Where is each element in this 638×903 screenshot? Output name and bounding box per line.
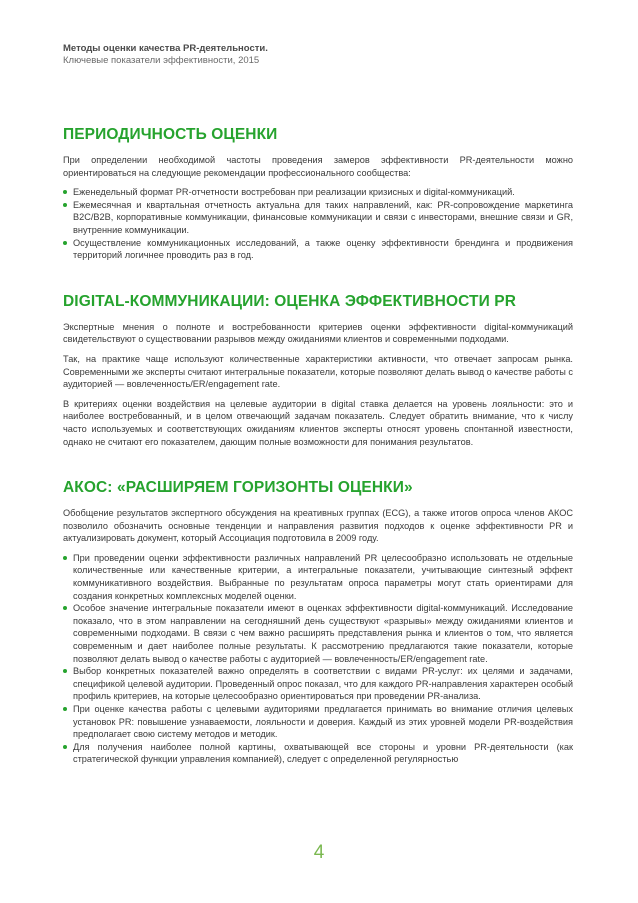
bullet-dot-icon — [63, 606, 67, 610]
header-subtitle: Ключевые показатели эффективности, 2015 — [63, 55, 260, 66]
list-item-text: При оценке качества работы с целевыми аудиториями предлагается принимать во внимание отличия целевых установок PR: повышение узнаваемости, лояльности и доверия. Каждый из этих уровней модели PR-воздействия предполагает свою систему методов и методик. — [73, 704, 573, 740]
section-title: АКОС: «РАСШИРЯЕМ ГОРИЗОНТЫ ОЦЕНКИ» — [63, 479, 413, 497]
paragraph: В критериях оценки воздействия на целевые аудитории в digital ставка делается на уровень лояльности: это и наиболее востребованный, и в целом отвечающий задачам показатель. Следует обратить внимание, что к числу часто используемых и соответствующих ожиданиям клиентов эксперты относят уровень спонтанной известности, однако не считают его показателем, дающим полные возможности для понимания результатов. — [63, 398, 573, 447]
list-item — [63, 703, 573, 741]
list-item — [63, 552, 573, 602]
bullet-dot-icon — [63, 203, 67, 207]
page-number: 4 — [313, 842, 325, 863]
list-item-text: Ежемесячная и квартальная отчетность актуальна для таких направлений, как: PR-сопровождение маркетинга B2C/B2B, корпоративные коммуникации, финансовые коммуникации и связи с инвесторами, внешние связи и GR, внутренние коммуникации. — [73, 199, 573, 235]
bullet-dot-icon — [63, 190, 67, 194]
section-digital — [63, 293, 573, 448]
list-item-text: Особое значение интегральные показатели имеют в оценках эффективности digital-коммуникаций. Исследование показало, что в этом направлении на сегодняшний день существуют «разрывы» между ожиданиями клиентов и современными подходами. В связи с чем важно расширять представления рынка и клиентов о том, что является современным и дает наиболее полные результаты. К рассмотрению предлагаются такие показатели, которые позволяют делать вывод о качестве работы с аудиторией — вовлеченность/ER/engagement rate. — [73, 603, 573, 664]
list-item — [63, 665, 573, 703]
paragraph: Экспертные мнения о полноте и востребованности критериев оценки эффективности digital-коммуникаций свидетельствуют о существовании разрывов между ожиданиями клиентов и современными подходами. — [63, 321, 573, 345]
bullet-dot-icon — [63, 707, 67, 711]
list-item-text: Осуществление коммуникационных исследований, а также оценку эффективности брендинга и продвижения территорий логичнее проводить раз в год. — [73, 237, 573, 261]
list-item — [63, 602, 573, 665]
section-akos — [63, 479, 573, 766]
section-periodicity — [63, 126, 573, 262]
section-title: DIGITAL-КОММУНИКАЦИИ: ОЦЕНКА ЭФФЕКТИВНОСТИ PR — [63, 292, 516, 310]
section-intro: При определении необходимой частоты проведения замеров эффективности PR-деятельности можно ориентироваться на следующие рекомендации профессионального сообщества: — [63, 155, 573, 178]
section-intro: Обобщение результатов экспертного обсуждения на креативных группах (ECG), а также итогов опроса членов АКОС позволило обозначить основные тенденции и направления развития подходов к оценке эффективности PR и актуализировать документ, который Ассоциация подготовила в 2009 году. — [63, 508, 573, 544]
bullet-list — [63, 186, 573, 262]
bullet-dot-icon — [63, 745, 67, 749]
section-title: ПЕРИОДИЧНОСТЬ ОЦЕНКИ — [63, 126, 278, 143]
list-item-text: При проведении оценки эффективности различных направлений PR целесообразно использовать не отдельные количественные или качественные критерии, а интегральные показатели, учитывающие синтезный эффект коммуникативного воздействия. Выбранные по результатам опроса параметры могут стать ориентирами для создания конкретных комплексных моделей оценки. — [73, 552, 573, 601]
list-item-text: Выбор конкретных показателей важно определять в соответствии с видами PR-услуг: их целями и задачами, спецификой целевой аудитории. Проведенный опрос показал, что для каждого PR-направления характерен особый профиль критериев, на которые целесообразно ориентироваться при проведении PR-анализа. — [73, 666, 573, 702]
list-item — [63, 237, 573, 262]
bullet-list — [63, 552, 573, 766]
bullet-dot-icon — [63, 669, 67, 673]
list-item — [63, 199, 573, 237]
list-item-text: Для получения наиболее полной картины, охватывающей все стороны и уровни PR-деятельности (как стратегической функции управления компанией), следует с определенной регулярностью — [73, 741, 573, 765]
bullet-dot-icon — [63, 241, 67, 245]
main-content — [63, 126, 573, 772]
header-title: Методы оценки качества PR-деятельности. — [63, 43, 268, 54]
list-item — [63, 741, 573, 766]
list-item-text: Еженедельный формат PR-отчетности востребован при реализации кризисных и digital-коммуникаций. — [73, 187, 515, 198]
bullet-dot-icon — [63, 556, 67, 560]
list-item — [63, 186, 573, 199]
paragraph: Так, на практике чаще используют количественные характеристики активности, что отвечает запросам рынка. Современными же эксперты считают интегральные показатели, которые позволяют делать вывод о качестве работы с аудиторией — вовлеченность/ER/engagement rate. — [63, 353, 573, 390]
page-header — [63, 43, 583, 67]
